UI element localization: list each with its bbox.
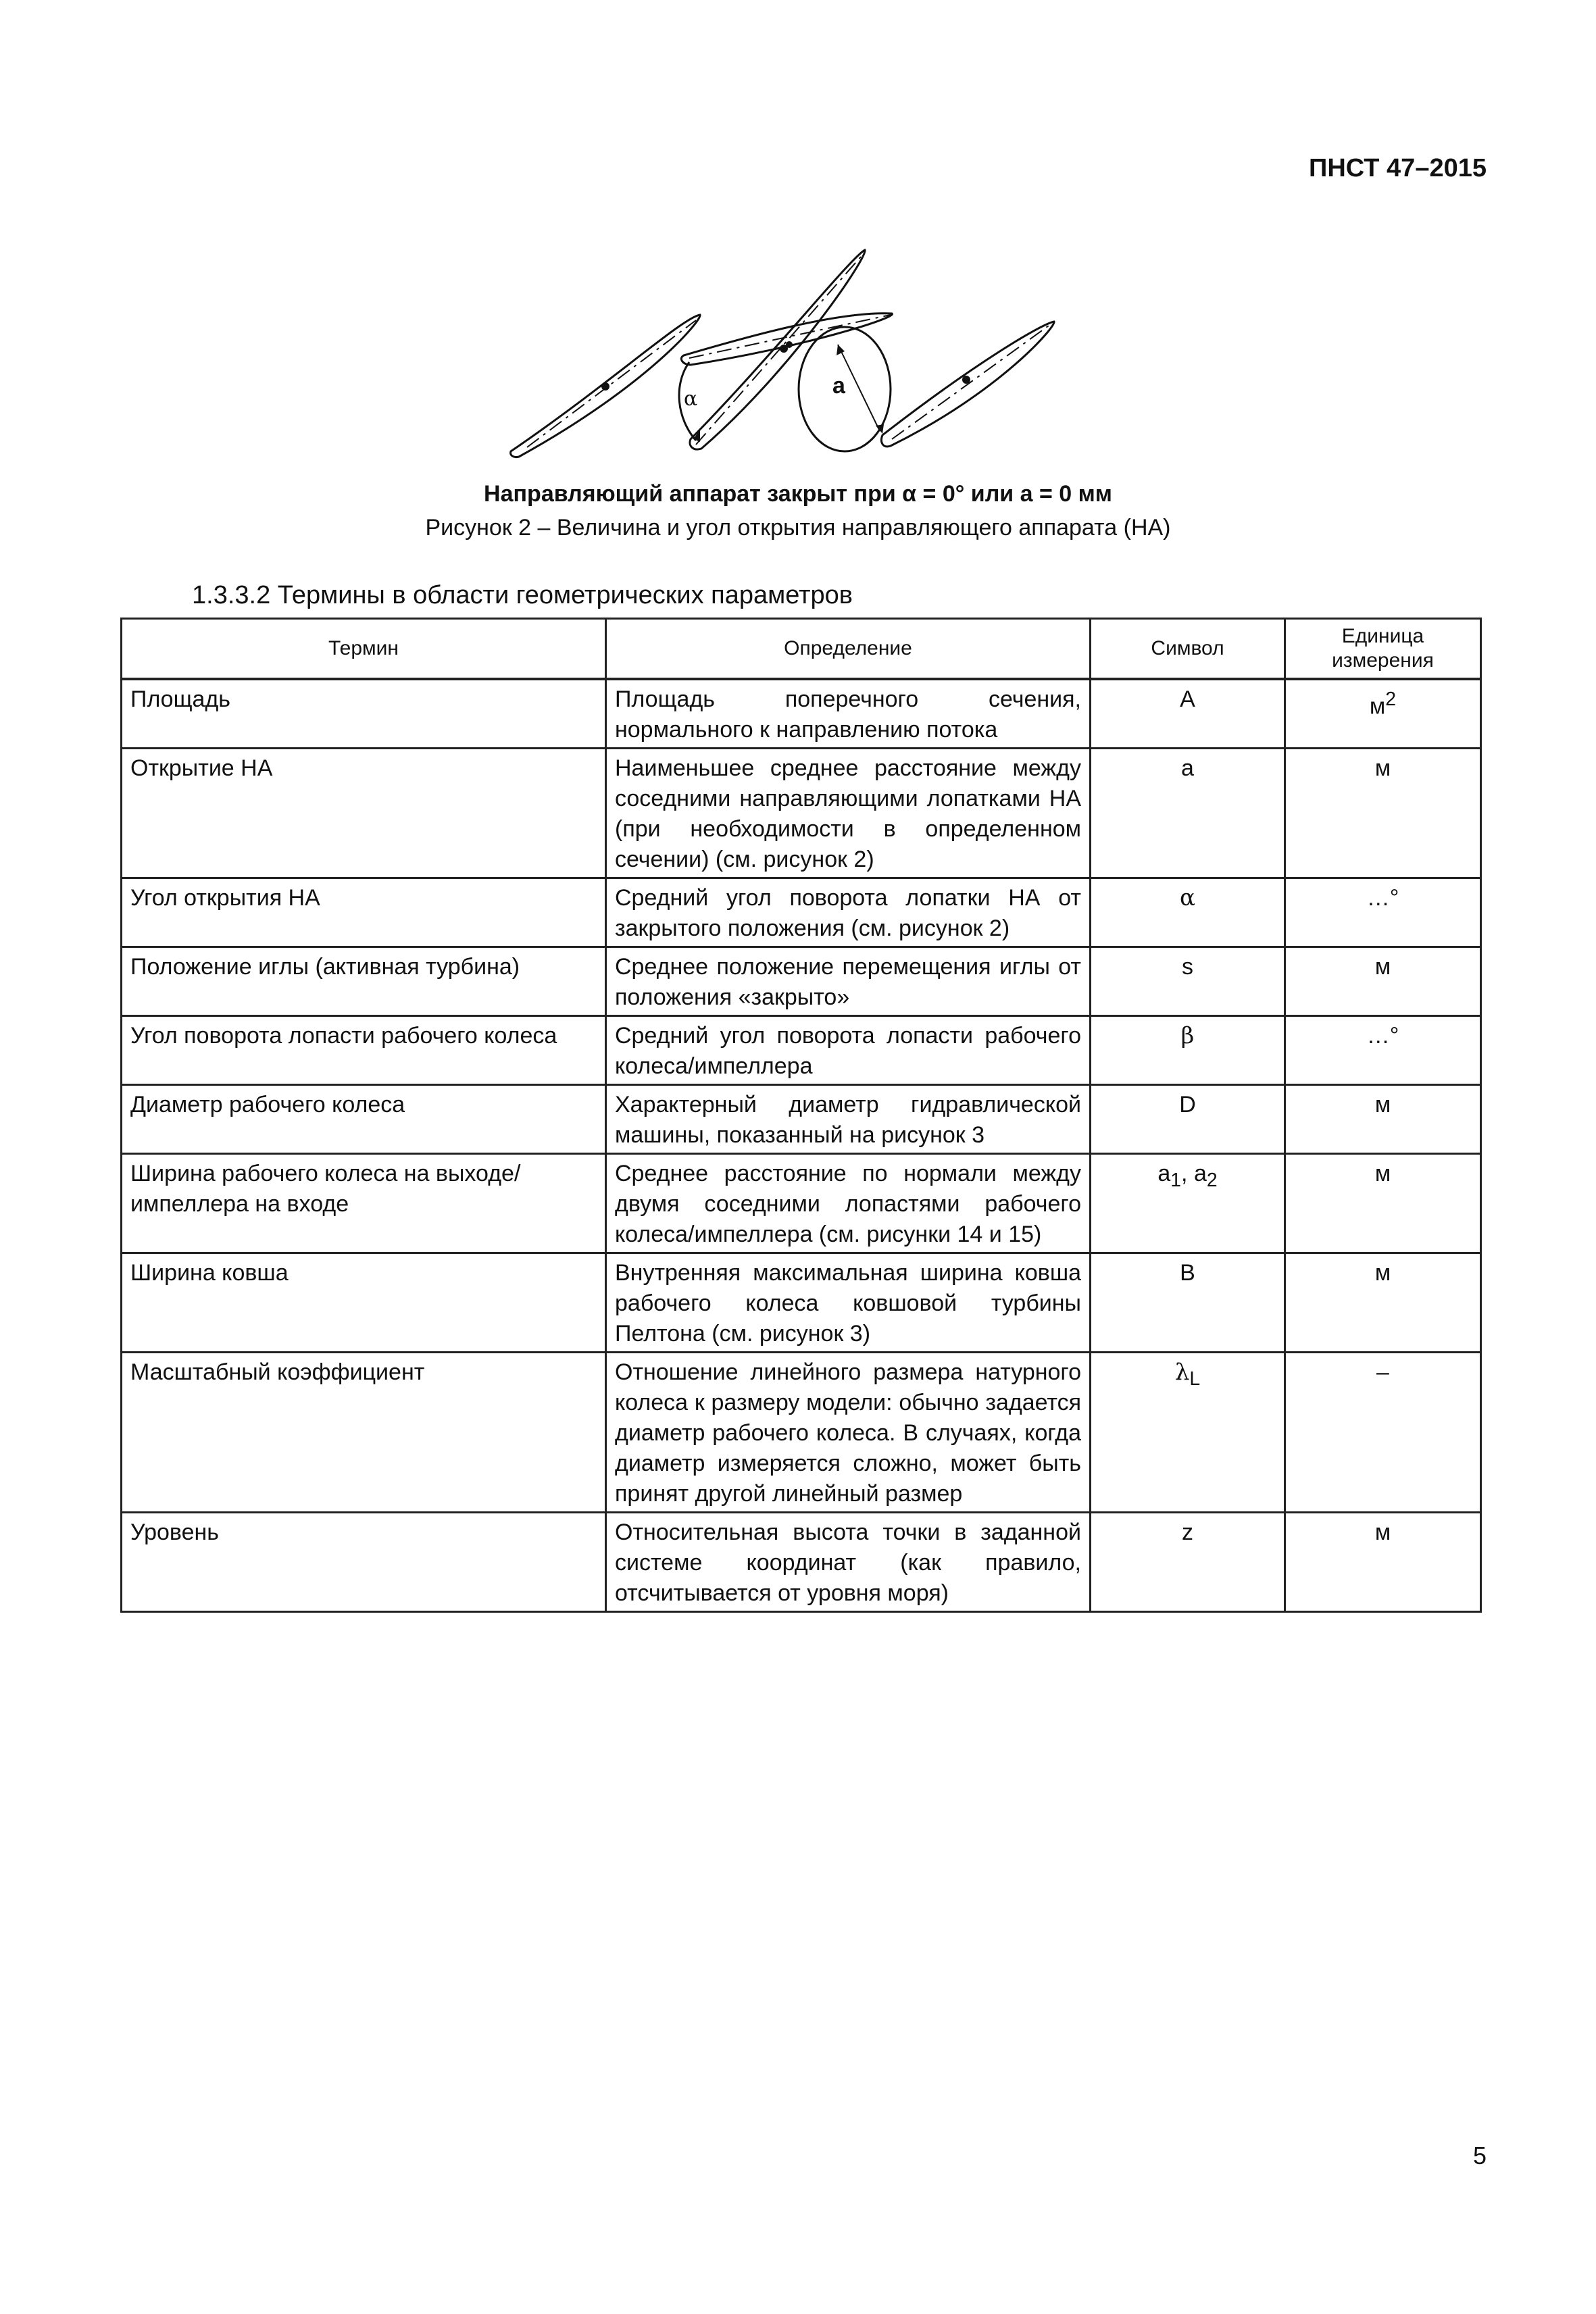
definition-cell: Относительная высота точки в заданной системе координат (как правило, отсчитывается от уровня моря): [606, 1513, 1091, 1612]
definition-cell: Средний угол поворота лопасти рабочего колеса/импеллера: [606, 1016, 1091, 1085]
symbol-cell: $a_1$, $a_2$: [1091, 1154, 1285, 1253]
term-cell: Ширина рабочего колеса на выходе/ импеллера на входе: [122, 1154, 606, 1253]
symbol-cell: D: [1091, 1085, 1285, 1154]
table-row: [122, 1154, 1481, 1253]
definition-cell: Характерный диаметр гидравлической машины, показанный на рисунок 3: [606, 1085, 1091, 1154]
unit-cell: $м^2$: [1285, 679, 1481, 749]
unit-cell: м: [1285, 947, 1481, 1016]
definition-cell: Отношение линейного размера натурного колеса к размеру модели: обычно задается диаметр рабочего колеса. В случаях, когда диаметр измеряется сложно, может быть принят другой линейный размер: [606, 1353, 1091, 1513]
page-number: 5: [1472, 2142, 1487, 2169]
terms-table: [120, 618, 1482, 1613]
table-row: [122, 1253, 1481, 1353]
definition-cell: Площадь поперечного сечения, нормального к направлению потока: [606, 679, 1091, 749]
document-code: ПНСТ 47–2015: [1309, 154, 1487, 182]
symbol-cell: A: [1091, 679, 1285, 749]
table-header-row: [122, 619, 1481, 680]
guide-vane-figure: [500, 236, 1081, 466]
table-row: [122, 749, 1481, 878]
table-row: [122, 878, 1481, 947]
symbol-cell: $\lambda_L$: [1091, 1353, 1285, 1513]
term-cell: Уровень: [122, 1513, 606, 1612]
symbol-cell: β: [1091, 1016, 1285, 1085]
figure-subtitle: Направляющий аппарат закрыт при α = 0° или a = 0 мм: [484, 481, 1112, 507]
section-heading: 1.3.3.2 Термины в области геометрических параметров: [192, 581, 853, 609]
definition-cell: Наименьшее среднее расстояние между соседними направляющими лопатками НА (при необходимости в определенном сечении) (см. рисунок 2): [606, 749, 1091, 878]
symbol-cell: a: [1091, 749, 1285, 878]
unit-cell: –: [1285, 1353, 1481, 1513]
table-row: [122, 1513, 1481, 1612]
unit-cell: м: [1285, 1513, 1481, 1612]
term-cell: Ширина ковша: [122, 1253, 606, 1353]
term-cell: Масштабный коэффициент: [122, 1353, 606, 1513]
table-row: [122, 1353, 1481, 1513]
table-row: [122, 1016, 1481, 1085]
definition-cell: Средний угол поворота лопатки НА от закрытого положения (см. рисунок 2): [606, 878, 1091, 947]
unit-cell: …°: [1285, 878, 1481, 947]
header-unit: Единица измерения: [1285, 619, 1481, 680]
definition-cell: Внутренняя максимальная ширина ковша рабочего колеса ковшовой турбины Пелтона (см. рисунок 3): [606, 1253, 1091, 1353]
table-row: [122, 679, 1481, 749]
unit-cell: м: [1285, 1253, 1481, 1353]
symbol-cell: s: [1091, 947, 1285, 1016]
term-cell: Положение иглы (активная турбина): [122, 947, 606, 1016]
term-cell: Диаметр рабочего колеса: [122, 1085, 606, 1154]
header-symbol: Символ: [1091, 619, 1285, 680]
a-label: a: [832, 373, 845, 399]
table-row: [122, 1085, 1481, 1154]
symbol-cell: α: [1091, 878, 1285, 947]
unit-cell: м: [1285, 749, 1481, 878]
definition-cell: Среднее положение перемещения иглы от положения «закрыто»: [606, 947, 1091, 1016]
table-row: [122, 947, 1481, 1016]
term-cell: Открытие НА: [122, 749, 606, 878]
term-cell: Угол поворота лопасти рабочего колеса: [122, 1016, 606, 1085]
definition-cell: Среднее расстояние по нормали между двумя соседними лопастями рабочего колеса/импеллера (см. рисунки 14 и 15): [606, 1154, 1091, 1253]
symbol-cell: B: [1091, 1253, 1285, 1353]
symbol-cell: z: [1091, 1513, 1285, 1612]
term-cell: Площадь: [122, 679, 606, 749]
unit-cell: м: [1285, 1085, 1481, 1154]
figure-caption: Рисунок 2 – Величина и угол открытия направляющего аппарата (НА): [425, 515, 1171, 540]
header-definition: Определение: [606, 619, 1091, 680]
header-term: Термин: [122, 619, 606, 680]
unit-cell: …°: [1285, 1016, 1481, 1085]
unit-cell: м: [1285, 1154, 1481, 1253]
alpha-label: α: [684, 387, 698, 411]
term-cell: Угол открытия НА: [122, 878, 606, 947]
